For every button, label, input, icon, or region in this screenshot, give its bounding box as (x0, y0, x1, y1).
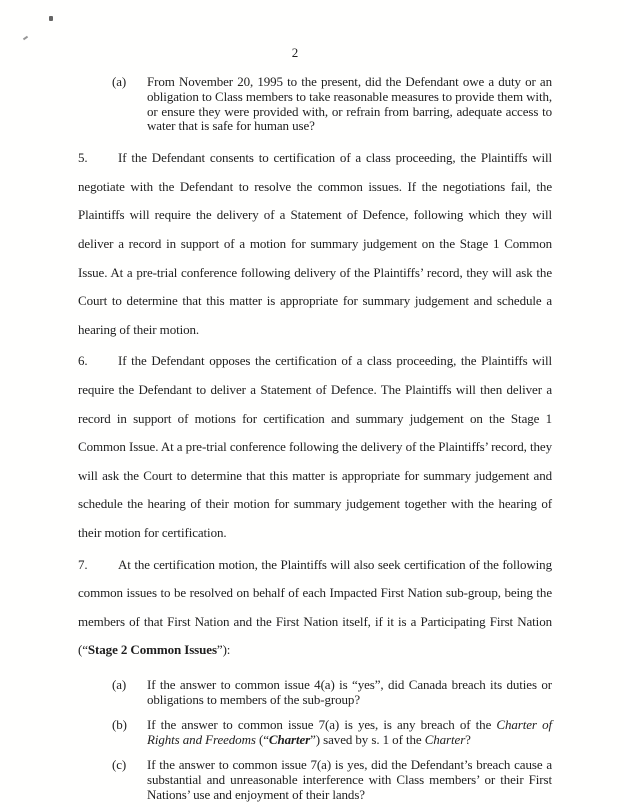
scan-speck-icon (49, 16, 53, 21)
list-item-label: (c) (112, 757, 127, 773)
paragraph-number: 5. (78, 150, 88, 166)
page-number: 2 (291, 45, 299, 60)
list-item-stage2-c (78, 758, 552, 802)
list-item-text: If the answer to common issue 4(a) is “yes”, did Canada breach its duties or obligations to members of the sub-group? (147, 676, 552, 707)
list-item-stage1-a (78, 75, 552, 134)
paragraph-text: If the Defendant opposes the certification of a class proceeding, the Plaintiffs will require the Defendant to deliver a Statement of Defence. The Plaintiffs will then deliver a record in support of motions for certification and summary judgement on the Stage 1 Common Issue. At a pre-trial conference following the delivery of the Plaintiffs’ record, they will ask the Court to determine that this matter is appropriate for summary judgement and schedule the hearing of their motion for summary judgement together with the hearing of their motion for certification. (78, 353, 552, 540)
paragraph-7 (78, 551, 552, 665)
list-item-text: If the answer to common issue 7(a) is yes, is any breach of the Charter of Rights and Freedoms (“Charter”) saved by s. 1 of the Charter? (147, 716, 552, 747)
scan-speck-icon (23, 36, 28, 41)
paragraph-text: At the certification motion, the Plaintiffs will also seek certification of the following common issues to be resolved on behalf of each Impacted First Nation sub-group, being the members of that First Nation and the First Nation itself, if it is a Participating First Nation (“Stage 2 Common Issues”): (78, 556, 552, 658)
list-item-stage2-b (78, 718, 552, 748)
list-item-label: (a) (112, 676, 127, 692)
paragraph-5 (78, 144, 552, 344)
list-item-label: (a) (112, 74, 127, 89)
paragraph-number: 7. (78, 556, 88, 572)
list-item-text: If the answer to common issue 7(a) is yes, did the Defendant’s breach cause a substantial and unreasonable interference with Class members’ or their First Nations’ use and enjoyment of their lands? (147, 757, 552, 802)
list-item-stage2-a (78, 678, 552, 708)
list-item-text: From November 20, 1995 to the present, did the Defendant owe a duty or an obligation to Class members to take reasonable measures to provide them with, or ensure they were provided with, or refrain from barring, adequate access to water that is safe for human use? (147, 74, 552, 134)
stage2-common-issues-list (78, 678, 552, 803)
paragraph-text: If the Defendant consents to certification of a class proceeding, the Plaintiffs will negotiate with the Defendant to resolve the common issues. If the negotiations fail, the Plaintiffs will require the delivery of a Statement of Defence, following which they will deliver a record in support of a motion for summary judgement on the Stage 1 Common Issue. At a pre-trial conference following delivery of the Plaintiffs’ record, they will ask the Court to determine that this matter is appropriate for summary judgement and schedule a hearing of their motion. (78, 150, 552, 337)
paragraph-number: 6. (78, 353, 88, 369)
paragraph-6 (78, 347, 552, 547)
list-item-label: (b) (112, 716, 127, 732)
